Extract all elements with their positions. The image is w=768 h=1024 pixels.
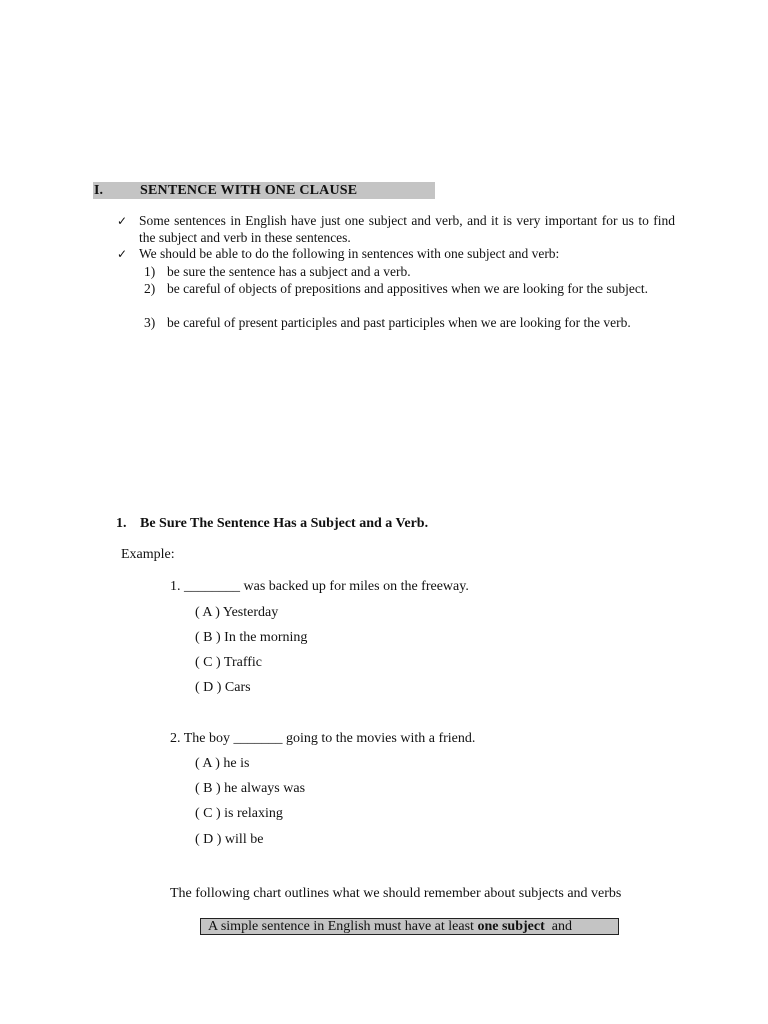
section-title: SENTENCE WITH ONE CLAUSE xyxy=(140,183,358,198)
answer-option: ( B ) he always was xyxy=(195,781,306,796)
answer-option: ( C ) Traffic xyxy=(195,655,263,670)
list-number: 3) xyxy=(144,315,156,330)
list-item: be sure the sentence has a subject and a verb. xyxy=(167,264,411,279)
answer-option: ( C ) is relaxing xyxy=(195,806,283,821)
example-label: Example: xyxy=(121,547,175,562)
answer-option: ( D ) will be xyxy=(195,832,264,847)
list-item: be careful of objects of prepositions and appositives when we are looking for the subject. xyxy=(167,281,648,296)
answer-option: ( A ) he is xyxy=(195,756,250,771)
question-text: 2. The boy _______ going to the movies with a friend. xyxy=(170,731,476,746)
question-text: 1. ________ was backed up for miles on the freeway. xyxy=(170,579,469,594)
list-number: 1) xyxy=(144,264,156,279)
subsection-number: 1. xyxy=(116,516,127,531)
bullet-item: We should be able to do the following in sentences with one subject and verb: xyxy=(139,246,560,261)
subsection-title: Be Sure The Sentence Has a Subject and a Verb. xyxy=(140,516,429,531)
chart-box-tail: and xyxy=(544,919,572,934)
checkmark-icon: ✓ xyxy=(117,247,128,261)
bullet-item: Some sentences in English have just one subject and verb, and it is very important for us to find the subject and verb in these sentences. xyxy=(139,213,675,245)
list-number: 2) xyxy=(144,281,156,296)
answer-option: ( A ) Yesterday xyxy=(195,605,279,620)
chart-box-text: A simple sentence in English must have at least xyxy=(208,919,478,934)
answer-option: ( B ) In the morning xyxy=(195,630,308,645)
chart-box xyxy=(200,918,619,935)
section-number: I. xyxy=(94,183,103,198)
chart-intro-text: The following chart outlines what we should remember about subjects and verbs xyxy=(170,886,622,901)
list-item: be careful of present participles and past participles when we are looking for the verb. xyxy=(167,315,631,330)
subsection-heading xyxy=(116,515,428,532)
answer-option: ( D ) Cars xyxy=(195,680,251,695)
checkmark-icon: ✓ xyxy=(117,214,128,228)
chart-box-bold: one subject xyxy=(477,919,545,934)
